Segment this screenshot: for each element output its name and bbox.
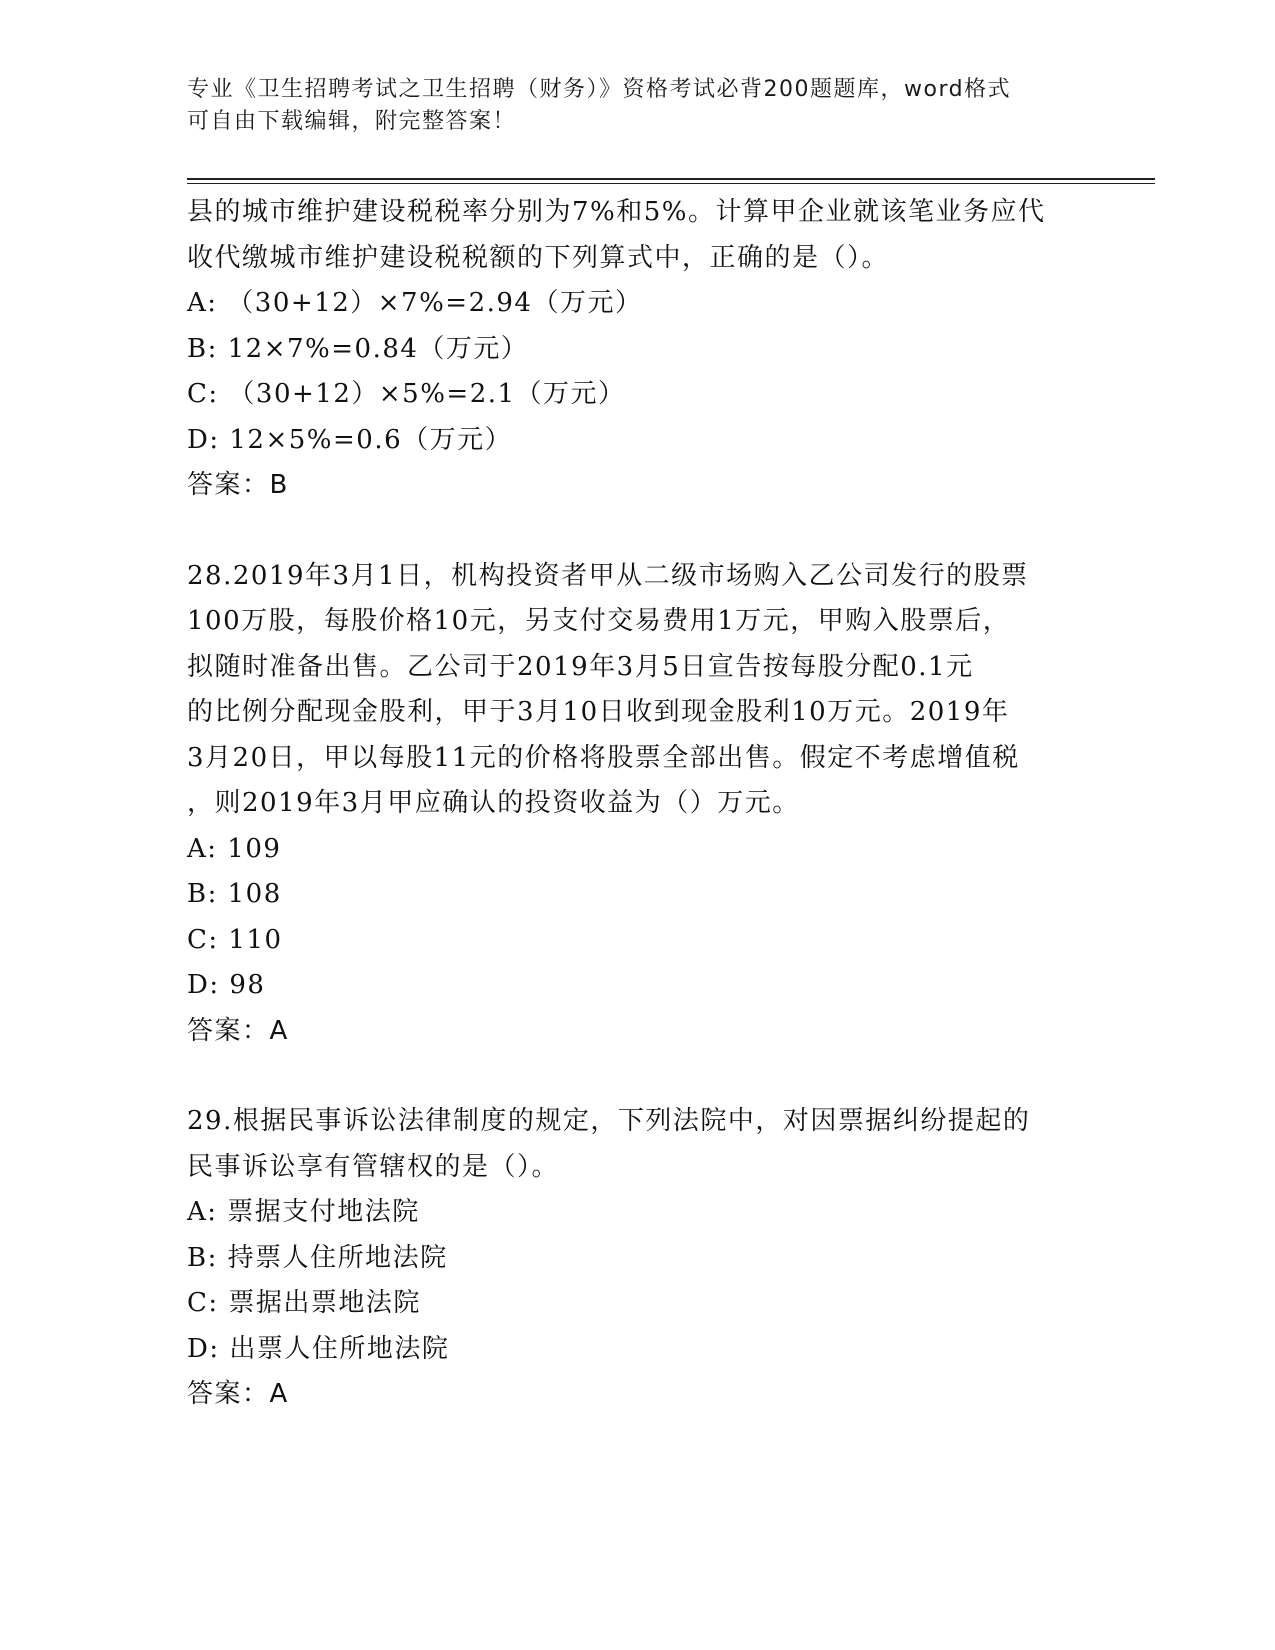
header-line-2: 可自由下载编辑，附完整答案！: [187, 109, 517, 134]
option-c: C: （30+12）×5%=2.1（万元）: [187, 379, 626, 409]
option-d: D: 98: [187, 970, 266, 1000]
question-29: [187, 1099, 1087, 1418]
option-b: B: 持票人住所地法院: [187, 1242, 448, 1273]
question-stem-line: 3月20日，甲以每股11元的价格将股票全部出售。假定不考虑增值税: [187, 742, 1020, 773]
option-b: B: 108: [187, 879, 282, 909]
header-rule-thick: [187, 178, 1155, 180]
header-line-1: 专业《卫生招聘考试之卫生招聘（财务）》资格考试必背200题题库，word格式: [187, 77, 1012, 102]
question-stem-line: 民事诉讼享有管辖权的是（）。: [187, 1151, 560, 1182]
question-spacer: [187, 1054, 1087, 1099]
question-stem-line: 29.根据民事诉讼法律制度的规定，下列法院中，对因票据纠纷提起的: [187, 1106, 1031, 1136]
option-c: C: 票据出票地法院: [187, 1288, 421, 1318]
option-c: C: 110: [187, 924, 283, 955]
answer-label: 答案：A: [187, 1015, 289, 1046]
option-d: D: 出票人住所地法院: [187, 1333, 450, 1364]
question-stem-line: 28.2019年3月1日，机构投资者甲从二级市场购入乙公司发行的股票: [187, 560, 1029, 591]
header-rule-thin: [187, 183, 1155, 184]
option-a: A: 票据支付地法院: [187, 1197, 420, 1227]
question-stem-line: ，则2019年3月甲应确认的投资收益为（）万元。: [187, 788, 800, 818]
option-d: D: 12×5%=0.6（万元）: [187, 424, 513, 455]
question-27: [187, 190, 1087, 509]
question-stem-line: 收代缴城市维护建设税税额的下列算式中，正确的是（）。: [187, 242, 890, 273]
option-a: A: （30+12）×7%=2.94（万元）: [187, 288, 643, 318]
answer-label: 答案：B: [187, 470, 289, 500]
document-header: [187, 74, 1067, 138]
question-28: [187, 554, 1087, 1055]
option-a: A: 109: [187, 833, 282, 864]
question-stem-line: 的比例分配现金股利，甲于3月10日收到现金股利10万元。2019年: [187, 697, 1010, 727]
question-stem-line: 县的城市维护建设税税率分别为7%和5%。计算甲企业就该笔业务应代: [187, 197, 1046, 227]
answer-label: 答案：A: [187, 1379, 289, 1409]
question-stem-line: 100万股，每股价格10元，另支付交易费用1万元，甲购入股票后，: [187, 606, 1011, 636]
question-stem-line: 拟随时准备出售。乙公司于2019年3月5日宣告按每股分配0.1元: [187, 651, 974, 682]
option-b: B: 12×7%=0.84（万元）: [187, 333, 529, 364]
question-spacer: [187, 509, 1087, 554]
question-content: [187, 190, 1087, 1418]
